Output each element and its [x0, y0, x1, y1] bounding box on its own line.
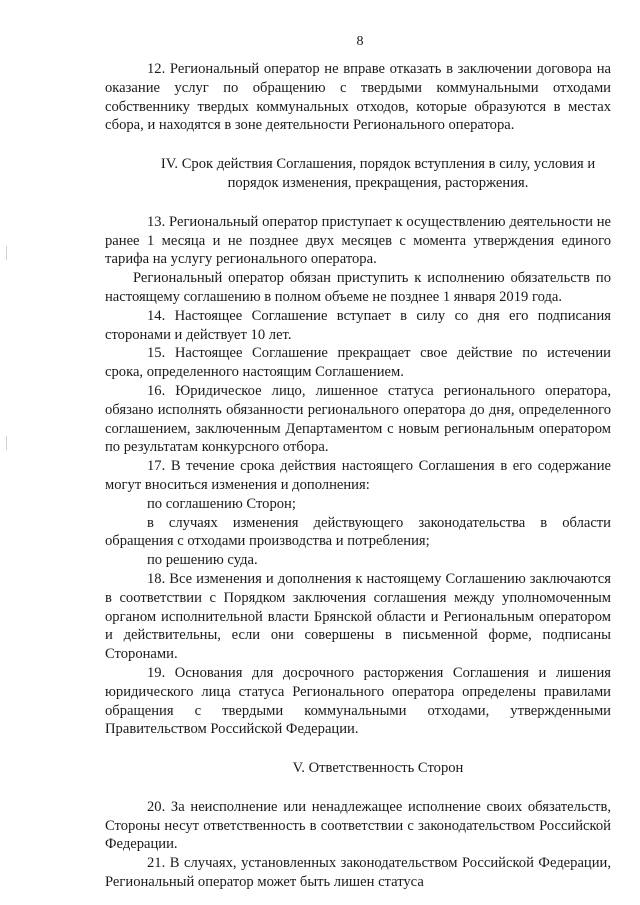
- paragraph-12: 12. Региональный оператор не вправе отказать в заключении договора на оказание услуг по обращению с твердыми коммунальными отходами собственнику твердых коммунальных отходов, которые образуются в местах сбора, и находятся в зоне деятельности Регионального оператора.: [105, 61, 611, 134]
- paragraph-17b: в случаях изменения действующего законодательства в области обращения с отходами производства и потребления;: [105, 514, 611, 550]
- paragraph-18: 18. Все изменения и дополнения к настоящему Соглашению заключаются в соответствии с Порядком заключения соглашения между уполномоченным органом исполнительной власти Брянской области и Региональным оператором и действительны, если они совершены в письменной форме, подписаны Сторонами.: [105, 570, 611, 663]
- paragraph-15: 15. Настоящее Соглашение прекращает свое действие по истечении срока, определенного настоящим Соглашением.: [105, 345, 611, 381]
- document-body: [105, 60, 611, 892]
- paragraph-17a: по соглашению Сторон;: [147, 495, 296, 512]
- section-4-title: IV. Срок действия Соглашения, порядок вступления в силу, условия и порядок изменения, прекращения, расторжения.: [160, 156, 596, 191]
- paragraph-14: 14. Настоящее Соглашение вступает в силу со дня его подписания сторонами и действует 10 лет.: [105, 307, 611, 343]
- paragraph-17: 17. В течение срока действия настоящего Соглашения в его содержание могут вноситься изменения и дополнения:: [105, 458, 611, 493]
- paragraph-13: 13. Региональный оператор приступает к осуществлению деятельности не ранее 1 месяца и не позднее двух месяцев с момента утверждения единого тарифа на услугу регионального оператора.: [105, 213, 611, 268]
- paragraph-20: 20. За неисполнение или ненадлежащее исполнение своих обязательств, Стороны несут ответственность в соответствии с законодательством Российской Федерации.: [105, 798, 611, 853]
- section-5-title: V. Ответственность Сторон: [292, 760, 464, 777]
- paragraph-16: 16. Юридическое лицо, лишенное статуса регионального оператора, обязано исполнять обязанности регионального оператора до дня, определенного соглашением, заключенным Департаментом с новым региональным оператором по результатам конкурсного отбора.: [105, 382, 611, 456]
- margin-mark: [6, 436, 7, 450]
- paragraph-13b: Региональный оператор обязан приступить к исполнению обязательств по настоящему соглашению в полном объеме не позднее 1 января 2019 года.: [105, 270, 611, 305]
- margin-mark: [6, 246, 7, 260]
- page-number: 8: [356, 34, 364, 49]
- paragraph-17c: по решению суда.: [147, 552, 258, 569]
- paragraph-21: 21. В случаях, установленных законодательством Российской Федерации, Региональный оператор может быть лишен статуса: [105, 855, 611, 891]
- paragraph-19: 19. Основания для досрочного расторжения Соглашения и лишения юридического лица статуса Регионального оператора определены правилами обращения с твердыми коммунальными отходами, утвержденными Правительством Российской Федерации.: [105, 664, 611, 738]
